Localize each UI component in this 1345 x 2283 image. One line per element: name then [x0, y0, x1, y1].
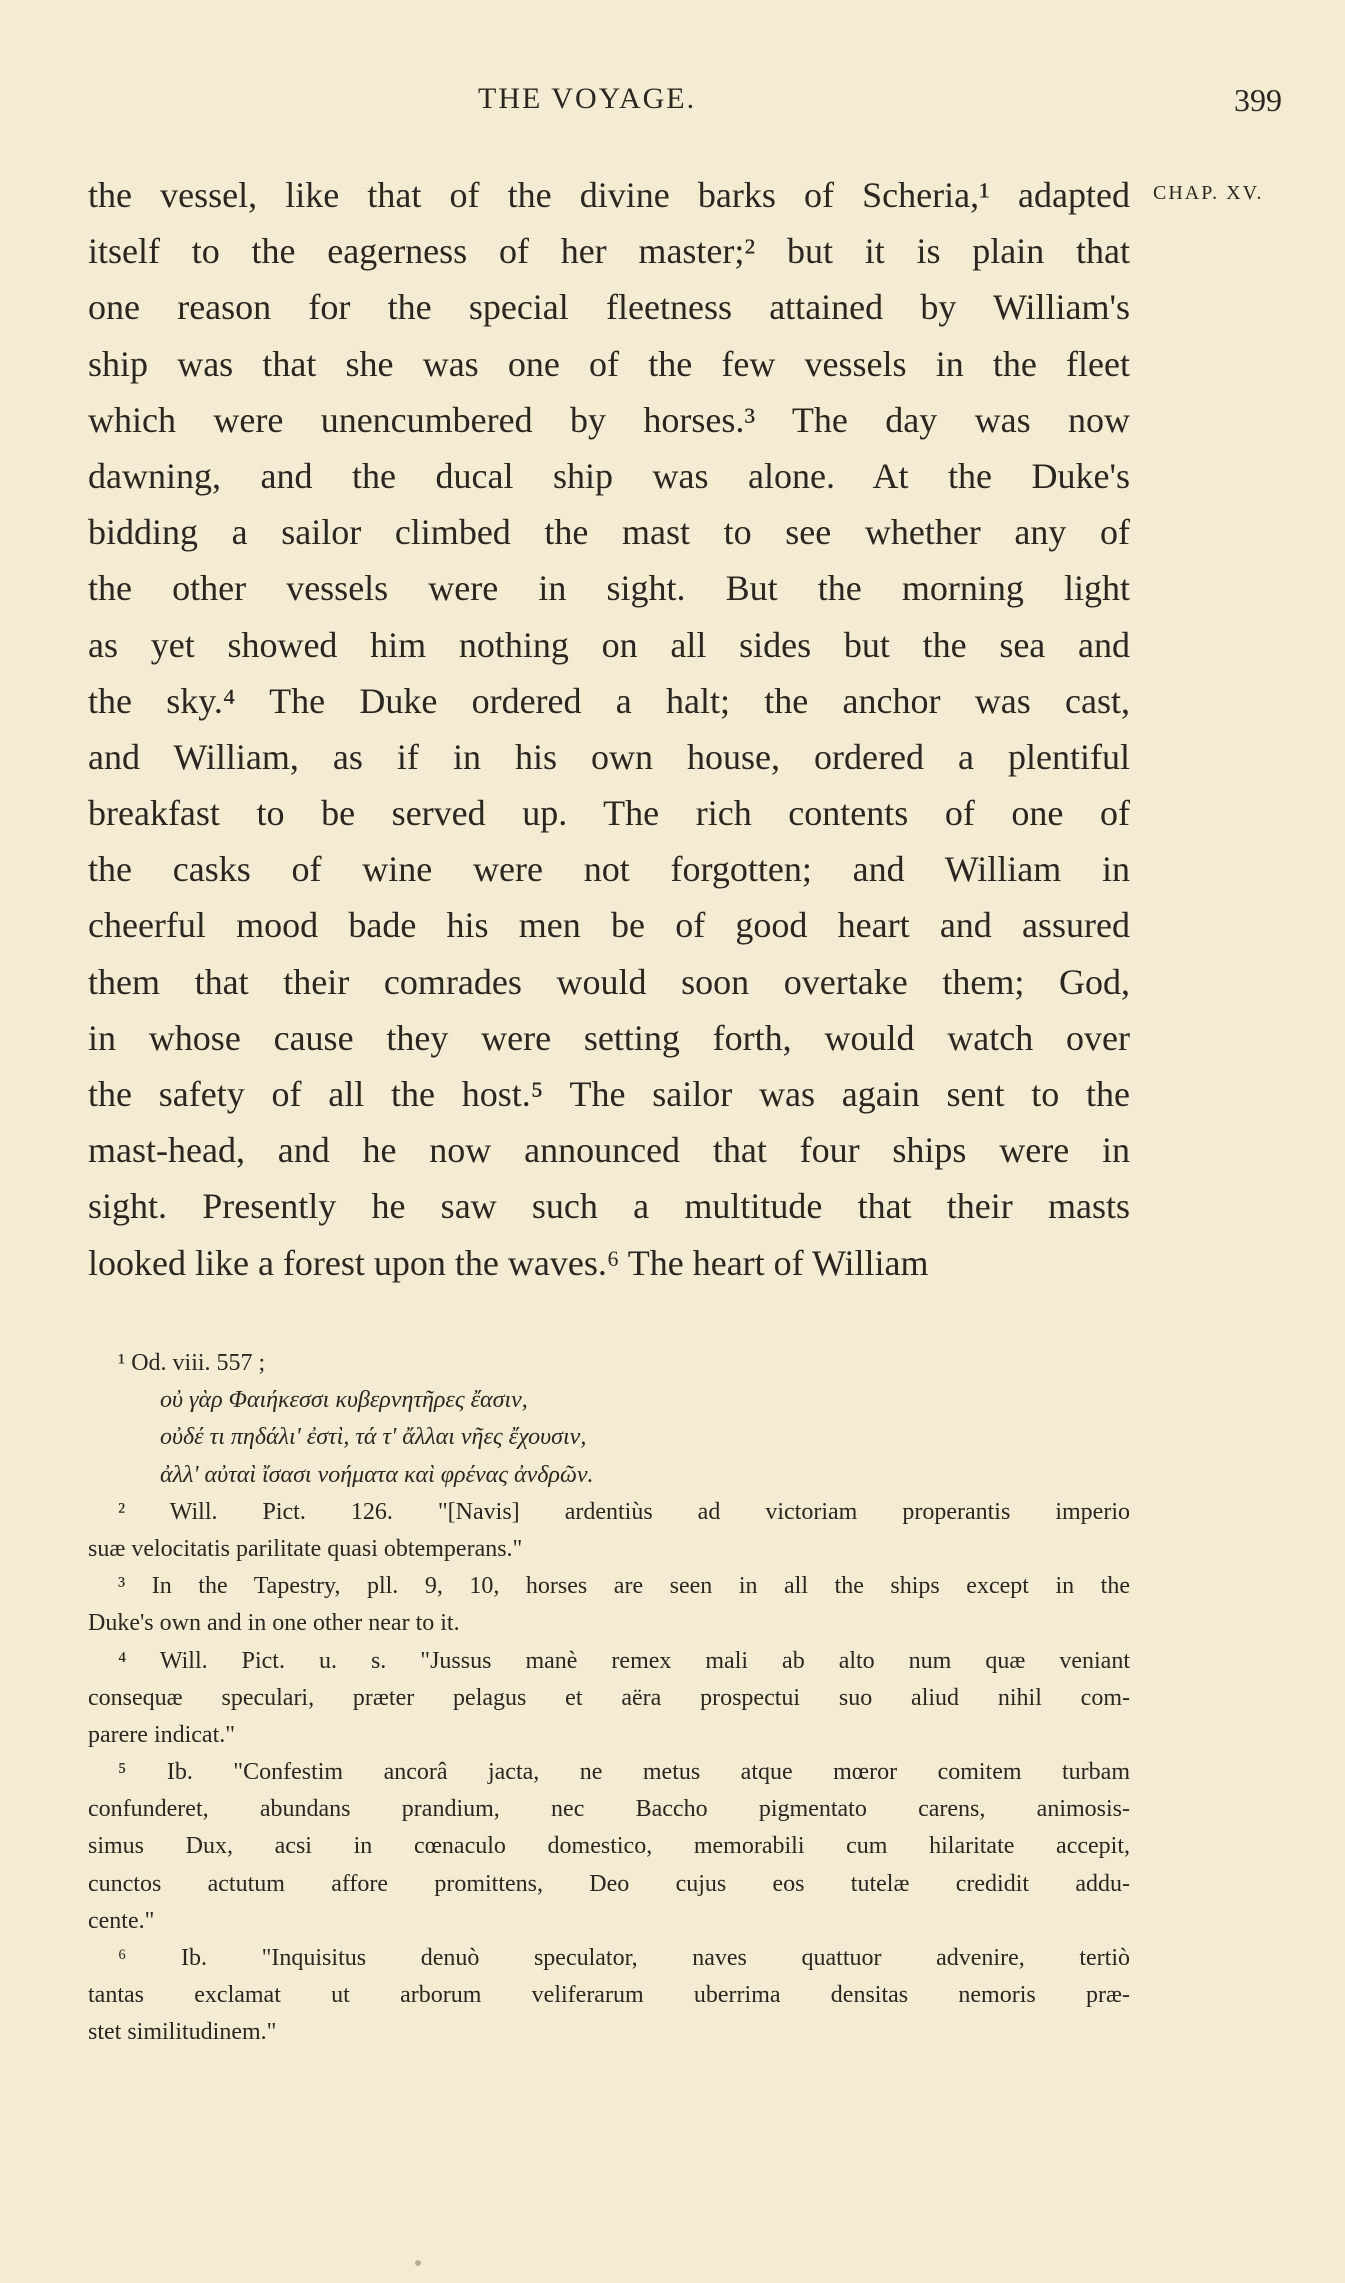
chapter-margin-note: CHAP. XV. — [1153, 182, 1264, 204]
text-line: cheerful mood bade his men be of good heart and assured — [88, 905, 1130, 946]
footnote-5-line: confunderet, abundans prandium, nec Baccho pigmentato carens, animosis- — [88, 1796, 1130, 1823]
footnote-4-line: consequæ speculari, præter pelagus et aëra prospectui suo aliud nihil com- — [88, 1684, 1130, 1711]
text-line: itself to the eagerness of her master;² but it is plain that — [88, 231, 1130, 272]
footnote-6-line: ⁶ Ib. "Inquisitus denuò speculator, naves quattuor advenire, tertiò — [118, 1945, 1130, 1971]
footnote-6-line: tantas exclamat ut arborum veliferarum uberrima densitas nemoris præ- — [88, 1982, 1130, 2009]
footnote-1-greek-line: ἀλλ' αὐταὶ ἴσασι νοήματα καὶ φρένας ἀνδρῶν. — [160, 1461, 594, 1488]
text-line: breakfast to be served up. The rich contents of one of — [88, 793, 1130, 834]
page-number: 399 — [1234, 82, 1282, 118]
text-line: them that their comrades would soon overtake them; God, — [88, 961, 1130, 1002]
text-line: the safety of all the host.⁵ The sailor was again sent to the — [88, 1074, 1130, 1114]
text-line: one reason for the special fleetness attained by William's — [88, 287, 1130, 328]
text-line: as yet showed him nothing on all sides but the sea and — [88, 624, 1130, 665]
footnote-6-line: stet similitudinem." — [88, 2019, 277, 2046]
footnote-1-greek-line: οὐ γὰρ Φαιήκεσσι κυβερνητῆρες ἔασιν, — [160, 1387, 528, 1414]
footnote-5-line: cunctos actutum affore promittens, Deo cujus eos tutelæ credidit addu- — [88, 1870, 1130, 1897]
footnote-5-line: simus Dux, acsi in cœnaculo domestico, memorabili cum hilaritate accepit, — [88, 1833, 1130, 1860]
text-line: in whose cause they were setting forth, would watch over — [88, 1017, 1130, 1058]
footnote-3-line: Duke's own and in one other near to it. — [88, 1610, 460, 1637]
text-line: sight. Presently he saw such a multitude that their masts — [88, 1186, 1130, 1227]
text-line: the casks of wine were not forgotten; and William in — [88, 849, 1130, 890]
text-line: the sky.⁴ The Duke ordered a halt; the anchor was cast, — [88, 680, 1130, 721]
paper-speck — [415, 2260, 421, 2266]
footnote-1-greek-line: οὐδέ τι πηδάλι' ἐστὶ, τά τ' ἄλλαι νῆες ἔχουσιν, — [160, 1424, 587, 1451]
text-line: mast-head, and he now announced that four ships were in — [88, 1130, 1130, 1171]
footnote-4-line: parere indicat." — [88, 1721, 236, 1748]
text-line: dawning, and the ducal ship was alone. At the Duke's — [88, 455, 1130, 496]
text-line: which were unencumbered by horses.³ The day was now — [88, 399, 1130, 440]
running-head: THE VOYAGE. — [478, 82, 697, 115]
text-line: bidding a sailor climbed the mast to see whether any of — [88, 512, 1130, 553]
text-line: the vessel, like that of the divine barks of Scheria,¹ adapted — [88, 175, 1130, 215]
footnote-3-line: ³ In the Tapestry, pll. 9, 10, horses are seen in all the ships except in the — [118, 1573, 1130, 1600]
text-line: and William, as if in his own house, ordered a plentiful — [88, 736, 1130, 777]
page-header — [0, 82, 1345, 132]
footnote-2-line: ² Will. Pict. 126. "[Navis] ardentiùs ad victoriam properantis imperio — [118, 1498, 1130, 1525]
footnote-5-line: cente." — [88, 1907, 155, 1934]
footnote-2-line: suæ velocitatis parilitate quasi obtemperans." — [88, 1535, 523, 1562]
footnote-4-line: ⁴ Will. Pict. u. s. "Jussus manè remex mali ab alto num quæ veniant — [118, 1647, 1130, 1674]
footnote-5-line: ⁵ Ib. "Confestim ancorâ jacta, ne metus atque mœror comitem turbam — [118, 1759, 1130, 1786]
text-line: the other vessels were in sight. But the morning light — [88, 568, 1130, 609]
text-line: looked like a forest upon the waves.⁶ The heart of William — [88, 1242, 929, 1283]
footnotes — [88, 1345, 1130, 2052]
text-line: ship was that she was one of the few vessels in the fleet — [88, 343, 1130, 384]
footnote-1-citation: ¹ Od. viii. 557 ; — [118, 1350, 266, 1376]
main-text — [88, 167, 1130, 1291]
